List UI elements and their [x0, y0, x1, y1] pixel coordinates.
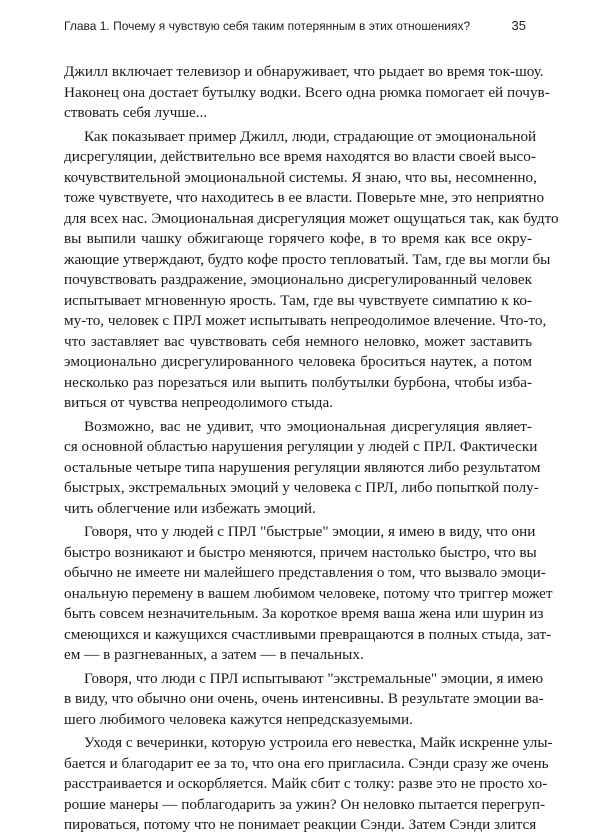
paragraph — [64, 417, 541, 520]
text-line: дисрегуляции, действительно все время находятся во власти своей высо- — [64, 148, 536, 165]
text-line: почувствовать раздражение, эмоционально дисрегулированный человек — [64, 271, 532, 288]
text-line: кочувствительной эмоциональной системы. Я знаю, что вы, несомненно, — [64, 168, 537, 186]
text-line: ональную перемену в вашем любимом человеке, потому что триггер может — [64, 584, 553, 602]
text-line: Джилл включает телевизор и обнаруживает, что рыдает во время ток-шоу. — [64, 63, 544, 80]
text-line: жающие утверждают, будто кофе просто тепловатый. Там, где вы могли бы — [64, 250, 551, 268]
text-line: остальные четыре типа нарушения регуляции являются либо результатом — [64, 458, 541, 476]
text-line: бается и благодарит ее за то, что она его пригласила. Сэнди сразу же очень — [64, 754, 549, 772]
text-line: Говоря, что люди с ПРЛ испытывают "экстремальные" эмоции, я имею — [84, 669, 544, 687]
text-line: рошие манеры — поблагодарить за ужин? Он неловко пытается перегруп- — [64, 795, 546, 813]
paragraph — [64, 522, 553, 666]
text-line: ся основной областью нарушения регуляции у людей с ПРЛ. Фактически — [64, 438, 538, 455]
text-line: пироваться, потому что не понимает реакции Сэнди. Затем Сэнди злится — [64, 816, 537, 833]
text-line: несколько раз порезаться или выпить полбутылки бурбона, чтобы изба- — [64, 373, 532, 391]
text-line: быть совсем незначительным. За короткое время ваша жена или шурин из — [64, 605, 544, 622]
text-line: Как показывает пример Джилл, люди, страдающие от эмоциональной — [84, 127, 537, 145]
text-line: эмоционально дисрегулированного человека броситься наутек, а потом — [64, 353, 532, 370]
text-line: что заставляет вас чувствовать себя немного неловко, может заставить — [64, 332, 532, 350]
text-line: ем — в разгневанных, а затем — в печальных. — [64, 646, 364, 663]
paragraph — [64, 669, 544, 731]
text-line: Говоря, что у людей с ПРЛ "быстрые" эмоции, я имею в виду, что они — [84, 523, 536, 540]
text-line: виться от чувства непреодолимого стыда. — [64, 394, 334, 411]
chapter-title: Глава 1. Почему я чувствую себя таким потерянным в этих отношениях? — [64, 19, 471, 33]
text-line: тоже чувствуете, что находитесь в ее власти. Поверьте мне, это неприятно — [64, 189, 545, 206]
text-line: Возможно, вас не удивит, что эмоциональная дисрегуляция являет- — [84, 417, 532, 435]
text-line: вы выпили чашку обжигающе горячего кофе, в то время как все окру- — [64, 230, 532, 247]
text-line: Наконец она достает бутылку водки. Всего одна рюмка помогает ей почув- — [64, 83, 550, 101]
text-line: ствовать себя лучше... — [64, 104, 208, 121]
text-line: му-то, человек с ПРЛ может испытывать непреодолимое влечение. Что-то, — [64, 312, 547, 329]
paragraph — [64, 733, 553, 836]
text-line: чить облегчение или избежать эмоций. — [64, 499, 316, 517]
text-line: обычно не имеете ни малейшего представления о том, что вызвало эмоци- — [64, 564, 546, 581]
paragraph — [64, 62, 550, 124]
body-text — [64, 62, 559, 839]
text-line: в виду, что обычно они очень, очень интенсивны. В результате эмоции ва- — [64, 690, 544, 707]
running-header — [64, 18, 526, 33]
text-line: смеющихся и кажущихся счастливыми превращаются в полных стыда, зат- — [64, 625, 552, 643]
text-line: расстраивается и оскорбляется. Майк сбит с толку: разве это не просто хо- — [64, 775, 548, 792]
page-number: 35 — [511, 18, 526, 33]
text-line: Уходя с вечеринки, которую устроила его невестка, Майк искренне улы- — [84, 734, 553, 751]
text-line: для всех нас. Эмоциональная дисрегуляция может ощущаться так, как будто — [64, 209, 559, 227]
text-line: испытывает мгновенную ярость. Там, где вы чувствуете симпатию к ко- — [64, 291, 532, 309]
text-line: быстро возникают и быстро меняются, причем настолько быстро, что вы — [64, 543, 537, 561]
paragraph — [64, 127, 559, 414]
text-line: быстрых, экстремальных эмоций у человека с ПРЛ, либо попыткой полу- — [64, 479, 539, 496]
text-line: шего любимого человека кажутся непредсказуемыми. — [64, 710, 413, 728]
